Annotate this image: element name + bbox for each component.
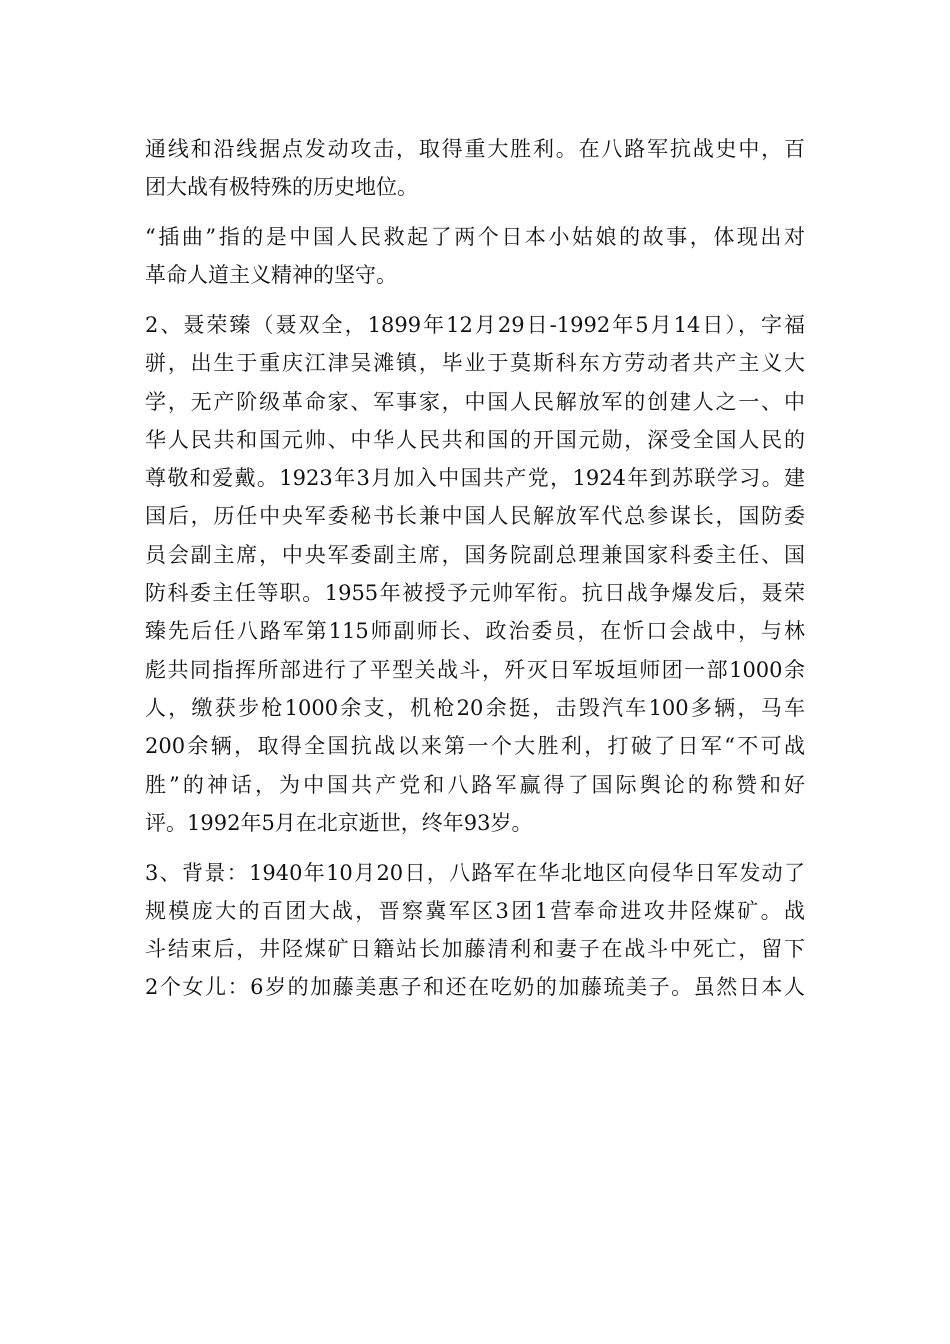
text-line: 评。1992年5月在北京逝世，终年93岁。 [145, 810, 533, 835]
text-line: “插曲”指的是中国人民救起了两个日本小姑娘的故事，体现出对 [145, 224, 805, 249]
paragraph-gap [145, 207, 805, 218]
text-line: 尊敬和爱戴。1923年3月加入中国共产党，1924年到苏联学习。建 [145, 466, 805, 491]
text-line: 3、背景：1940年10月20日，八路军在华北地区向侵华日军发动了 [145, 860, 805, 885]
text-line: 斗结束后，井陉煤矿日籍站长加藤清利和妻子在战斗中死亡，留下 [145, 937, 805, 962]
text-line: 防科委主任等职。1955年被授予元帅军衔。抗日战争爆发后，聂荣 [145, 581, 805, 606]
paragraph-gap [145, 295, 805, 306]
text-line: 规模庞大的百团大战，晋察冀军区3团1营奉命进攻井陉煤矿。战 [145, 898, 805, 923]
text-line: 革命人道主义精神的坚守。 [145, 263, 397, 288]
text-line: 2个女儿：6岁的加藤美惠子和还在吃奶的加藤琉美子。虽然日本人 [145, 975, 805, 1000]
text-line: 团大战有极特殊的历史地位。 [145, 175, 418, 200]
paragraph-gap [145, 842, 805, 853]
text-line: 学，无产阶级革命家、军事家，中国人民解放军的创建人之一、中 [145, 389, 805, 414]
text-line: 臻先后任八路军第115师副师长、政治委员，在忻口会战中，与林 [145, 619, 805, 644]
text-line: 国后，历任中央军委秘书长兼中国人民解放军代总参谋长，国防委 [145, 504, 805, 529]
document-body [145, 130, 805, 1007]
text-line: 人，缴获步枪1000余支，机枪20余挺，击毁汽车100多辆，马车 [145, 695, 805, 720]
text-line: 2、聂荣臻（聂双全，1899年12月29日-1992年5月14日），字福 [145, 312, 805, 337]
text-line: 华人民共和国元帅、中华人民共和国的开国元勋，深受全国人民的 [145, 427, 805, 452]
text-line: 通线和沿线据点发动攻击，取得重大胜利。在八路军抗战史中，百 [145, 137, 805, 161]
text-line: 骈，出生于重庆江津吴滩镇，毕业于莫斯科东方劳动者共产主义大 [145, 351, 805, 376]
text-line: 员会副主席，中央军委副主席，国务院副总理兼国家科委主任、国 [145, 542, 805, 567]
text-line: 胜”的神话，为中国共产党和八路军赢得了国际舆论的称赞和好 [145, 772, 805, 797]
text-line: 200余辆，取得全国抗战以来第一个大胜利，打破了日军“不可战 [145, 734, 805, 759]
text-line: 彪共同指挥所部进行了平型关战斗，歼灭日军坂垣师团一部1000余 [145, 657, 805, 682]
